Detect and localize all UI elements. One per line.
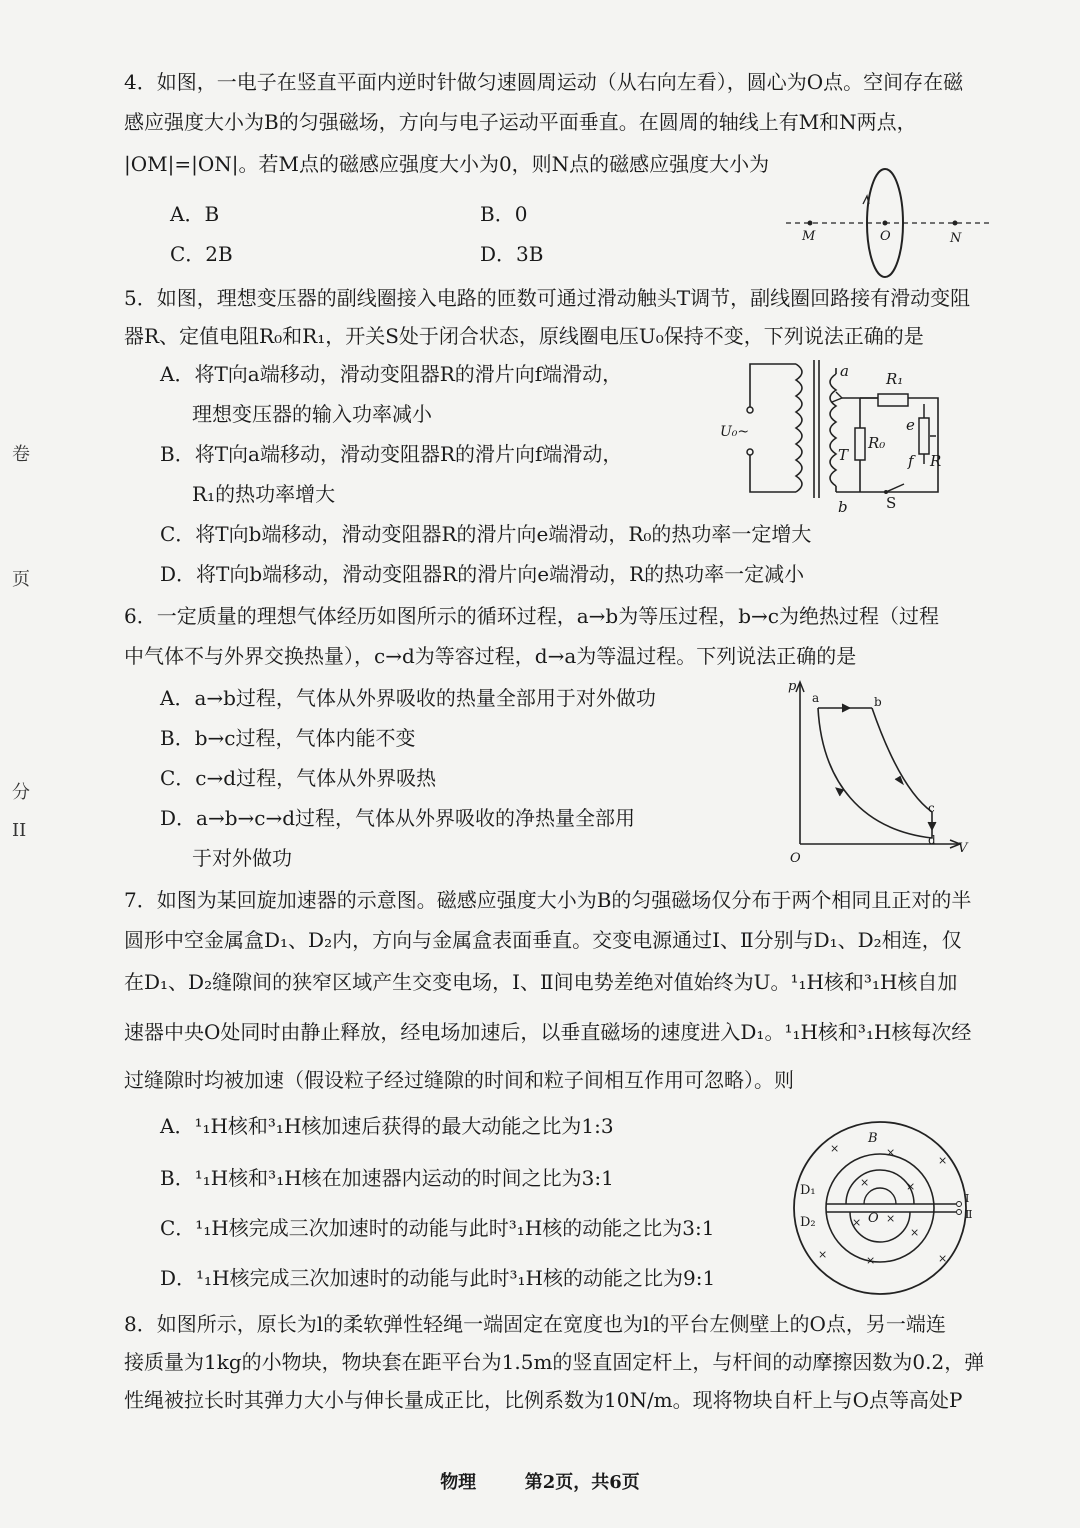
footer-page-number: 第2页，共6页 — [524, 1472, 640, 1493]
svg-text:×: × — [852, 1216, 862, 1229]
q5-option-c: C．将T向b端移动，滑动变阻器R的滑片向e端滑动，R₀的热功率一定增大 — [160, 522, 812, 546]
q7-option-c: C．¹₁H核完成三次加速时的动能与此时³₁H核的动能之比为3:1 — [160, 1216, 715, 1240]
margin-label: 页 — [12, 569, 30, 590]
point-c: c — [928, 801, 935, 815]
q6-option-b: B．b→c过程，气体内能不变 — [160, 726, 416, 750]
q4-line: 感应强度大小为B的匀强磁场，方向与电子运动平面垂直。在圆周的轴线上有M和N两点， — [124, 110, 917, 134]
svg-text:×: × — [830, 1142, 840, 1155]
fig-label-T: T — [838, 446, 849, 464]
q5-option-b: B．将T向a端移动，滑动变阻器R的滑片向f端滑动， — [160, 442, 623, 466]
q8-line: 性绳被拉长时其弹力大小与伸长量成正比，比例系数为10N/m。现将物块自杆上与O点等高处P — [124, 1388, 963, 1412]
q7-option-a: A．¹₁H核和³₁H核加速后获得的最大动能之比为1:3 — [160, 1114, 614, 1138]
axis-label-V: V — [958, 841, 968, 856]
fig-label-f: f — [908, 452, 914, 470]
q7-line: 过缝隙时均被加速（假设粒子经过缝隙的时间和粒子间相互作用可忽略）。则 — [124, 1068, 794, 1092]
svg-text:×: × — [906, 1180, 916, 1193]
q5-option-b-cont: R₁的热功率增大 — [192, 482, 336, 506]
q5-option-d: D．将T向b端移动，滑动变阻器R的滑片向e端滑动，R的热功率一定减小 — [160, 562, 805, 586]
page-footer — [0, 1468, 1080, 1494]
fig-label-e: e — [906, 416, 915, 434]
q4-option-a: A．B — [170, 202, 220, 226]
fig-label-O: O — [880, 229, 891, 244]
fig-label-b: b — [838, 498, 848, 516]
q8-line: 接质量为1kg的小物块，物块套在距平台为1.5m的竖直固定杆上，与杆间的动摩擦因数为0.2，弹 — [124, 1350, 985, 1374]
fig-label-R0: R₀ — [868, 434, 886, 452]
fig-label-D2: D₂ — [800, 1215, 816, 1230]
svg-text:×: × — [938, 1252, 948, 1265]
q4-line: |OM|=|ON|。若M点的磁感应强度大小为0，则N点的磁感应强度大小为 — [124, 152, 770, 176]
q6-line: 中气体不与外界交换热量），c→d为等容过程，d→a为等温过程。下列说法正确的是 — [124, 644, 857, 668]
point-a: a — [812, 691, 820, 705]
q5-option-a-cont: 理想变压器的输入功率减小 — [192, 402, 432, 426]
q5-line: 5．如图，理想变压器的副线圈接入电路的匝数可通过滑动触头T调节，副线圈回路接有滑动变阻 — [124, 286, 971, 310]
q6-option-d-cont: 于对外做功 — [192, 846, 292, 870]
q4-option-d: D．3B — [480, 242, 544, 266]
fig-label-I: Ⅰ — [965, 1192, 970, 1205]
q4-figure — [780, 160, 1000, 280]
fig-label-a: a — [840, 362, 849, 380]
fig-label-B: B — [868, 1131, 878, 1146]
fig-label-II: Ⅱ — [965, 1208, 973, 1221]
q7-line: 在D₁、D₂缝隙间的狭窄区域产生交变电场，Ⅰ、Ⅱ间电势差绝对值始终为U。¹₁H核和³₁H核自加 — [124, 970, 958, 994]
q7-cyclotron-figure — [790, 1112, 980, 1300]
axis-label-p: p — [788, 679, 797, 694]
svg-text:×: × — [910, 1226, 920, 1239]
q7-line: 圆形中空金属盒D₁、D₂内，方向与金属盒表面垂直。交变电源通过Ⅰ、Ⅱ分别与D₁、D₂相连，仅 — [124, 928, 962, 952]
q7-option-b: B．¹₁H核和³₁H核在加速器内运动的时间之比为3:1 — [160, 1166, 614, 1190]
q7-option-d: D．¹₁H核完成三次加速时的动能与此时³₁H核的动能之比为9:1 — [160, 1266, 716, 1290]
margin-label: 卷 — [12, 444, 30, 465]
q7-line: 7．如图为某回旋加速器的示意图。磁感应强度大小为B的匀强磁场仅分布于两个相同且正对的半 — [124, 888, 972, 912]
axis-origin-O: O — [790, 851, 801, 866]
q6-option-a: A．a→b过程，气体从外界吸收的热量全部用于对外做功 — [160, 686, 656, 710]
svg-text:×: × — [860, 1176, 870, 1189]
svg-text:×: × — [938, 1154, 948, 1167]
svg-text:×: × — [886, 1212, 896, 1225]
q5-line: 器R、定值电阻R₀和R₁，开关S处于闭合状态，原线圈电压U₀保持不变，下列说法正确的是 — [124, 324, 924, 348]
footer-subject: 物理 — [440, 1472, 477, 1493]
q8-line: 8．如图所示，原长为l的柔软弹性轻绳一端固定在宽度也为l的平台左侧壁上的O点，另一端连 — [124, 1312, 946, 1336]
svg-text:×: × — [866, 1254, 876, 1267]
q4-option-b: B．0 — [480, 202, 528, 226]
margin-label: 分 — [12, 782, 30, 803]
q5-circuit-figure — [718, 352, 958, 520]
svg-text:×: × — [886, 1146, 896, 1159]
fig-label-O: O — [868, 1211, 879, 1226]
fig-label-S: S — [886, 494, 897, 512]
fig-label-R1: R₁ — [886, 370, 904, 388]
q6-line: 6．一定质量的理想气体经历如图所示的循环过程，a→b为等压过程，b→c为绝热过程（过程 — [124, 604, 939, 628]
fig-label-R: R — [930, 452, 942, 470]
q6-option-c: C．c→d过程，气体从外界吸热 — [160, 766, 437, 790]
point-d: d — [928, 833, 936, 847]
point-b: b — [874, 695, 882, 709]
q6-option-d: D．a→b→c→d过程，气体从外界吸收的净热量全部用 — [160, 806, 636, 830]
fig-label-N: N — [950, 231, 962, 246]
q7-line: 速器中央O处同时由静止释放，经电场加速后，以垂直磁场的速度进入D₁。¹₁H核和³₁H核每次经 — [124, 1020, 972, 1044]
fig-label-D1: D₁ — [800, 1183, 816, 1198]
q4-option-c: C．2B — [170, 242, 233, 266]
q5-option-a: A．将T向a端移动，滑动变阻器R的滑片向f端滑动， — [160, 362, 623, 386]
q4-line: 4．如图，一电子在竖直平面内逆时针做匀速圆周运动（从右向左看），圆心为O点。空间存在磁 — [124, 70, 964, 94]
svg-text:×: × — [818, 1248, 828, 1261]
margin-label: II — [12, 820, 27, 841]
fig-label-U0: U₀~ — [720, 424, 750, 440]
q6-pv-diagram — [782, 672, 972, 868]
fig-label-M: M — [802, 229, 816, 244]
